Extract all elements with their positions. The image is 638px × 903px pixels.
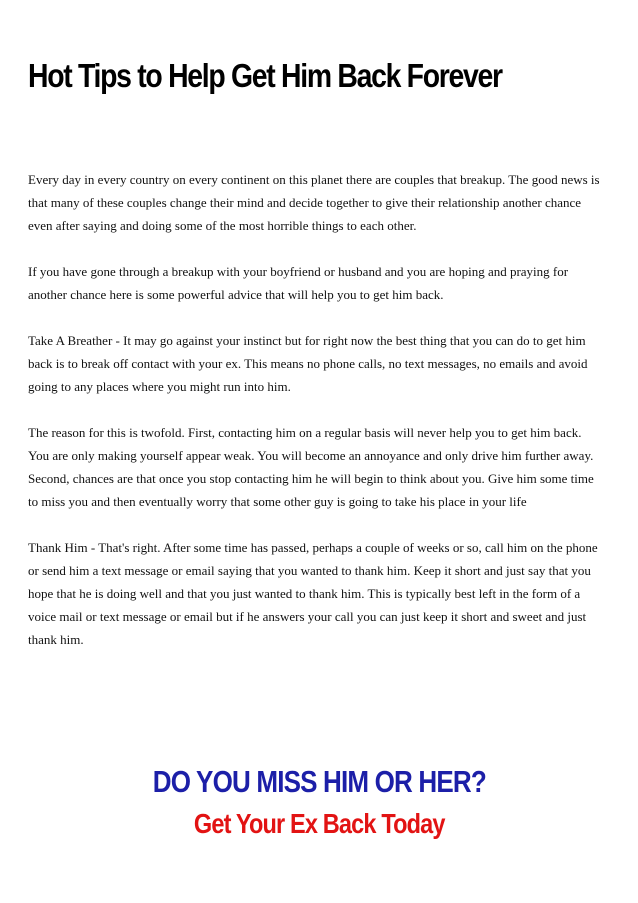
page-title: Hot Tips to Help Get Him Back Forever <box>28 57 502 94</box>
paragraph-advice: If you have gone through a breakup with your boyfriend or husband and you are hoping and praying for another chance here is some powerful advice that will help you to get him back. <box>28 264 569 302</box>
cta-subline-text[interactable]: Get Your Ex Back Today <box>193 808 445 839</box>
paragraph-take-a-breather: Take A Breather - It may go against your instinct but for right now the best thing that you can do to get him back is to break off contact with your ex. This means no phone calls, no text messages, no emails and avoid going to any places where you might run into him. <box>28 333 588 394</box>
cta-subline[interactable] <box>0 807 638 841</box>
paragraph-thank-him: Thank Him - That's right. After some time has passed, perhaps a couple of weeks or so, call him on the phone or send him a text message or email saying that you wanted to thank him. Keep it short and just say that you hope that he is doing well and that you just wanted to thank him. This is typically best left in the form of a voice mail or text message or email but if he answers your call you can just keep it short and sweet and just thank him. <box>28 540 598 647</box>
article-body <box>28 168 600 674</box>
cta-headline[interactable] <box>0 764 638 800</box>
paragraph-intro: Every day in every country on every continent on this planet there are couples that breakup. The good news is that many of these couples change their mind and decide together to give their relationship another chance even after saying and doing some of the most horrible things to each other. <box>28 172 600 233</box>
cta-headline-text[interactable]: DO YOU MISS HIM OR HER? <box>152 764 486 799</box>
paragraph-reason: The reason for this is twofold. First, contacting him on a regular basis will never help you to get him back. You are only making yourself appear weak. You will become an annoyance and only drive him further away. Second, chances are that once you stop contacting him he will begin to think about you. Give him some time to miss you and then eventually worry that some other guy is going to take his place in your life <box>28 425 594 509</box>
